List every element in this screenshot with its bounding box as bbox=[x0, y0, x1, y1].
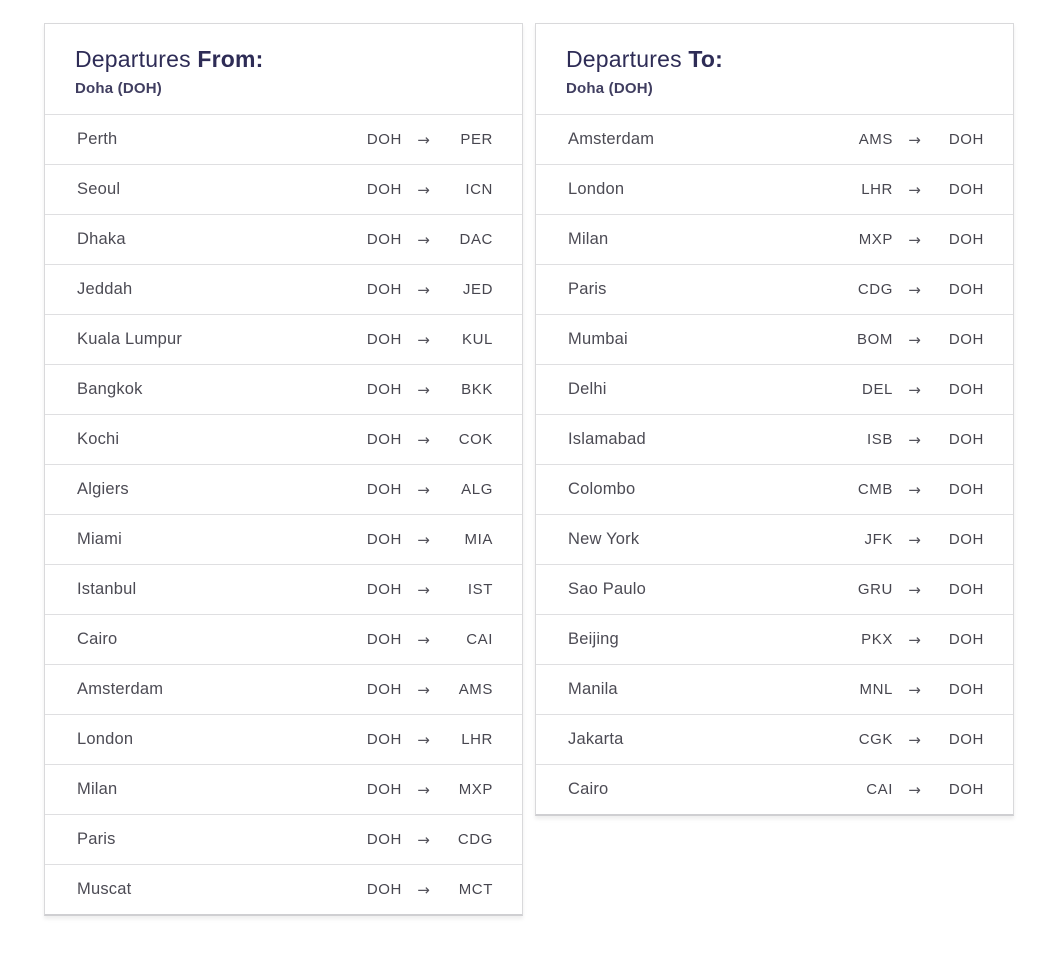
destination-code: ALG bbox=[461, 481, 493, 498]
route-codes bbox=[845, 581, 984, 599]
arrow-right-icon: → bbox=[417, 280, 430, 299]
route-row[interactable] bbox=[45, 714, 522, 764]
destination-code: DOH bbox=[948, 231, 984, 248]
origin-code: DOH bbox=[366, 481, 402, 498]
origin-code: DOH bbox=[366, 181, 402, 198]
route-row[interactable] bbox=[45, 364, 522, 414]
arrow-right-icon: → bbox=[908, 530, 921, 549]
departures-to-header bbox=[536, 24, 1013, 114]
route-codes bbox=[845, 131, 984, 149]
route-row[interactable] bbox=[536, 364, 1013, 414]
destination-code: COK bbox=[458, 431, 493, 448]
destination-code: DOH bbox=[948, 731, 984, 748]
city-label: Algiers bbox=[77, 480, 129, 498]
city-label: Jakarta bbox=[568, 730, 624, 748]
city-label: Paris bbox=[568, 280, 607, 298]
destination-code: KUL bbox=[462, 331, 493, 348]
departures-to-panel bbox=[535, 23, 1014, 816]
route-codes bbox=[845, 431, 984, 449]
arrow-right-icon: → bbox=[908, 430, 921, 449]
origin-code: DOH bbox=[366, 381, 402, 398]
arrow-right-icon: → bbox=[908, 730, 921, 749]
origin-code: CAI bbox=[866, 781, 893, 798]
panel-subtitle: Doha (DOH) bbox=[566, 80, 653, 97]
origin-code: DOH bbox=[366, 331, 402, 348]
city-label: Delhi bbox=[568, 380, 607, 398]
route-codes bbox=[845, 181, 984, 199]
origin-code: MXP bbox=[858, 231, 893, 248]
route-codes bbox=[354, 881, 493, 899]
panel-title-bold: From: bbox=[197, 46, 264, 72]
departures-from-panel bbox=[44, 23, 523, 916]
destination-code: ICN bbox=[465, 181, 493, 198]
route-list bbox=[45, 114, 522, 914]
panel-title bbox=[75, 46, 492, 73]
origin-code: CGK bbox=[858, 731, 893, 748]
city-label: Miami bbox=[77, 530, 122, 548]
route-row[interactable] bbox=[45, 614, 522, 664]
city-label: Mumbai bbox=[568, 330, 628, 348]
arrow-right-icon: → bbox=[908, 230, 921, 249]
city-label: Muscat bbox=[77, 880, 132, 898]
destination-code: DOH bbox=[948, 781, 984, 798]
city-label: Milan bbox=[568, 230, 609, 248]
panel-title bbox=[566, 46, 983, 73]
panel-title-bold: To: bbox=[688, 46, 724, 72]
route-codes bbox=[354, 831, 493, 849]
arrow-right-icon: → bbox=[417, 330, 430, 349]
route-codes bbox=[354, 131, 493, 149]
destination-code: DOH bbox=[948, 631, 984, 648]
route-row[interactable] bbox=[536, 564, 1013, 614]
destination-code: DAC bbox=[459, 231, 493, 248]
city-label: Istanbul bbox=[77, 580, 137, 598]
route-row[interactable] bbox=[536, 614, 1013, 664]
destination-code: DOH bbox=[948, 431, 984, 448]
route-row[interactable] bbox=[536, 264, 1013, 314]
route-codes bbox=[845, 381, 984, 399]
city-label: Kuala Lumpur bbox=[77, 330, 183, 348]
arrow-right-icon: → bbox=[908, 780, 921, 799]
origin-code: DOH bbox=[366, 581, 402, 598]
arrow-right-icon: → bbox=[908, 630, 921, 649]
arrow-right-icon: → bbox=[417, 830, 430, 849]
route-codes bbox=[845, 731, 984, 749]
origin-code: MNL bbox=[859, 681, 893, 698]
destination-code: DOH bbox=[948, 281, 984, 298]
city-label: London bbox=[568, 180, 625, 198]
origin-code: LHR bbox=[861, 181, 893, 198]
origin-code: DOH bbox=[366, 231, 402, 248]
destination-code: DOH bbox=[948, 131, 984, 148]
route-row[interactable] bbox=[536, 714, 1013, 764]
arrow-right-icon: → bbox=[908, 330, 921, 349]
route-row[interactable] bbox=[45, 764, 522, 814]
origin-code: BOM bbox=[857, 331, 893, 348]
route-row[interactable] bbox=[45, 214, 522, 264]
route-codes bbox=[354, 381, 493, 399]
origin-code: DOH bbox=[366, 681, 402, 698]
route-row[interactable] bbox=[45, 114, 522, 164]
city-label: Perth bbox=[77, 130, 118, 148]
route-codes bbox=[354, 281, 493, 299]
destination-code: DOH bbox=[948, 581, 984, 598]
route-row[interactable] bbox=[45, 514, 522, 564]
arrow-right-icon: → bbox=[417, 530, 430, 549]
destination-code: DOH bbox=[948, 331, 984, 348]
arrow-right-icon: → bbox=[417, 630, 430, 649]
route-codes bbox=[354, 581, 493, 599]
panel-subtitle: Doha (DOH) bbox=[75, 80, 162, 97]
city-label: Cairo bbox=[77, 630, 118, 648]
route-row[interactable] bbox=[45, 664, 522, 714]
route-codes bbox=[354, 331, 493, 349]
route-codes bbox=[845, 681, 984, 699]
route-row[interactable] bbox=[45, 164, 522, 214]
city-label: Seoul bbox=[77, 180, 121, 198]
city-label: Jeddah bbox=[77, 280, 133, 298]
panel-title-regular: Departures bbox=[75, 46, 191, 72]
arrow-right-icon: → bbox=[417, 430, 430, 449]
origin-code: DOH bbox=[366, 831, 402, 848]
route-codes bbox=[354, 731, 493, 749]
origin-code: DOH bbox=[366, 731, 402, 748]
route-codes bbox=[845, 631, 984, 649]
arrow-right-icon: → bbox=[908, 580, 921, 599]
route-row[interactable] bbox=[45, 814, 522, 864]
origin-code: AMS bbox=[858, 131, 893, 148]
arrow-right-icon: → bbox=[908, 130, 921, 149]
arrow-right-icon: → bbox=[908, 280, 921, 299]
city-label: Manila bbox=[568, 680, 618, 698]
destination-code: JED bbox=[462, 281, 493, 298]
city-label: Paris bbox=[77, 830, 116, 848]
origin-code: PKX bbox=[861, 631, 893, 648]
city-label: Cairo bbox=[568, 780, 609, 798]
arrow-right-icon: → bbox=[417, 880, 430, 899]
city-label: Bangkok bbox=[77, 380, 143, 398]
city-label: Milan bbox=[77, 780, 118, 798]
city-label: Sao Paulo bbox=[568, 580, 646, 598]
route-row[interactable] bbox=[536, 164, 1013, 214]
destination-code: MIA bbox=[464, 531, 493, 548]
route-codes bbox=[354, 181, 493, 199]
origin-code: GRU bbox=[857, 581, 893, 598]
arrow-right-icon: → bbox=[417, 180, 430, 199]
arrow-right-icon: → bbox=[417, 130, 430, 149]
destination-code: DOH bbox=[948, 181, 984, 198]
city-label: Amsterdam bbox=[77, 680, 164, 698]
departures-from-header bbox=[45, 24, 522, 114]
destination-code: AMS bbox=[458, 681, 493, 698]
route-row[interactable] bbox=[536, 314, 1013, 364]
panel-title-regular: Departures bbox=[566, 46, 682, 72]
route-row[interactable] bbox=[45, 314, 522, 364]
city-label: Dhaka bbox=[77, 230, 126, 248]
arrow-right-icon: → bbox=[417, 580, 430, 599]
route-row[interactable] bbox=[536, 464, 1013, 514]
city-label: New York bbox=[568, 530, 640, 548]
destination-code: IST bbox=[467, 581, 493, 598]
origin-code: CMB bbox=[857, 481, 893, 498]
destination-code: DOH bbox=[948, 531, 984, 548]
route-codes bbox=[354, 481, 493, 499]
arrow-right-icon: → bbox=[908, 380, 921, 399]
route-row[interactable] bbox=[536, 414, 1013, 464]
origin-code: DOH bbox=[366, 781, 402, 798]
arrow-right-icon: → bbox=[417, 680, 430, 699]
arrow-right-icon: → bbox=[908, 180, 921, 199]
origin-code: DOH bbox=[366, 631, 402, 648]
route-codes bbox=[845, 781, 984, 799]
arrow-right-icon: → bbox=[908, 680, 921, 699]
destination-code: CDG bbox=[457, 831, 493, 848]
route-codes bbox=[845, 281, 984, 299]
destination-code: MCT bbox=[458, 881, 493, 898]
origin-code: DOH bbox=[366, 431, 402, 448]
destination-code: PER bbox=[460, 131, 493, 148]
origin-code: DOH bbox=[366, 131, 402, 148]
arrow-right-icon: → bbox=[908, 480, 921, 499]
destination-code: LHR bbox=[461, 731, 493, 748]
destination-code: DOH bbox=[948, 481, 984, 498]
route-row[interactable] bbox=[45, 464, 522, 514]
route-row[interactable] bbox=[536, 214, 1013, 264]
origin-code: DOH bbox=[366, 881, 402, 898]
origin-code: DOH bbox=[366, 531, 402, 548]
origin-code: JFK bbox=[864, 531, 893, 548]
city-label: Beijing bbox=[568, 630, 619, 648]
city-label: Islamabad bbox=[568, 430, 646, 448]
route-codes bbox=[845, 231, 984, 249]
origin-code: DOH bbox=[366, 281, 402, 298]
route-row[interactable] bbox=[45, 264, 522, 314]
arrow-right-icon: → bbox=[417, 730, 430, 749]
route-row[interactable] bbox=[536, 664, 1013, 714]
arrow-right-icon: → bbox=[417, 230, 430, 249]
arrow-right-icon: → bbox=[417, 780, 430, 799]
route-codes bbox=[845, 531, 984, 549]
route-row[interactable] bbox=[536, 114, 1013, 164]
origin-code: CDG bbox=[857, 281, 893, 298]
destination-code: CAI bbox=[466, 631, 493, 648]
city-label: Amsterdam bbox=[568, 130, 655, 148]
arrow-right-icon: → bbox=[417, 380, 430, 399]
route-row[interactable] bbox=[536, 764, 1013, 814]
departures-boards bbox=[44, 23, 1014, 916]
city-label: London bbox=[77, 730, 134, 748]
route-codes bbox=[354, 631, 493, 649]
destination-code: DOH bbox=[948, 381, 984, 398]
destination-code: MXP bbox=[458, 781, 493, 798]
destination-code: BKK bbox=[461, 381, 493, 398]
route-codes bbox=[354, 781, 493, 799]
arrow-right-icon: → bbox=[417, 480, 430, 499]
route-row[interactable] bbox=[45, 414, 522, 464]
destination-code: DOH bbox=[948, 681, 984, 698]
route-list bbox=[536, 114, 1013, 814]
origin-code: DEL bbox=[862, 381, 893, 398]
route-row[interactable] bbox=[45, 564, 522, 614]
city-label: Kochi bbox=[77, 430, 120, 448]
route-codes bbox=[354, 231, 493, 249]
route-codes bbox=[845, 481, 984, 499]
route-codes bbox=[845, 331, 984, 349]
route-codes bbox=[354, 681, 493, 699]
origin-code: ISB bbox=[867, 431, 893, 448]
route-row[interactable] bbox=[536, 514, 1013, 564]
route-row[interactable] bbox=[45, 864, 522, 914]
route-codes bbox=[354, 431, 493, 449]
route-codes bbox=[354, 531, 493, 549]
city-label: Colombo bbox=[568, 480, 636, 498]
